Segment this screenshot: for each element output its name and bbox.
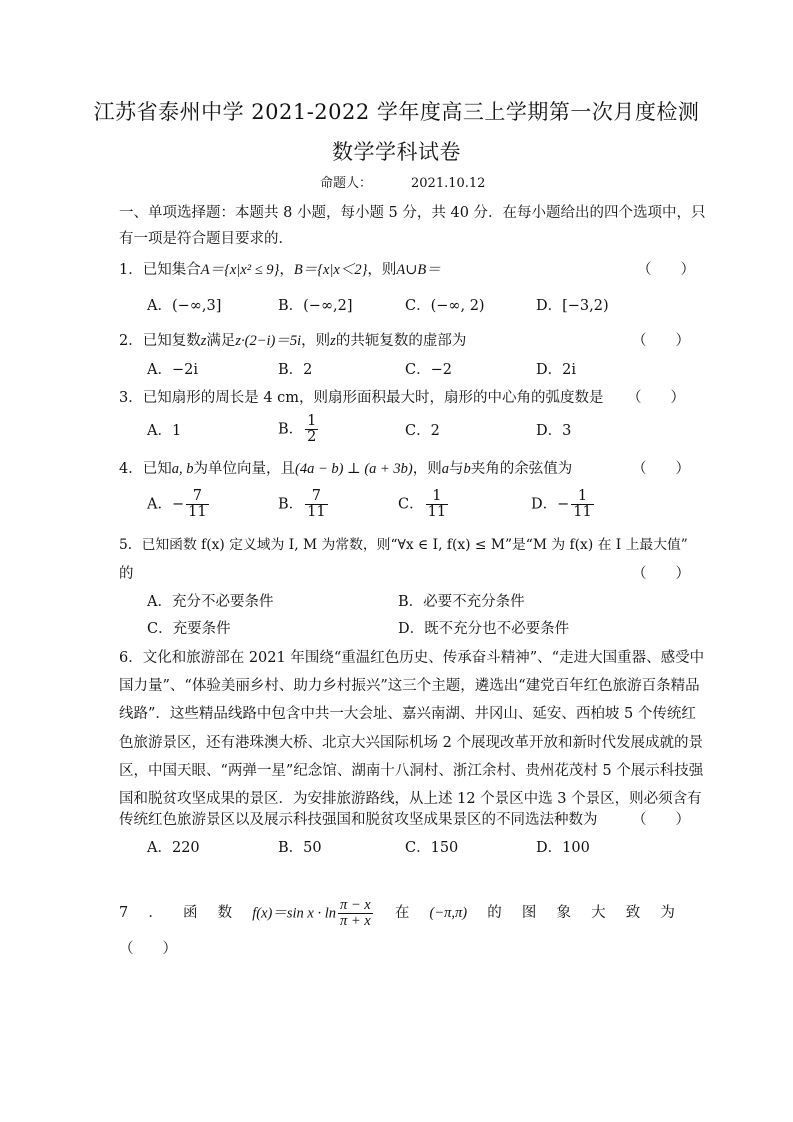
question-7 xyxy=(119,893,675,933)
q2-z2: z xyxy=(330,333,336,349)
q4-option-c xyxy=(398,489,450,520)
author-label: 命题人： xyxy=(320,176,373,191)
question-6-line-6: 国和脱贫攻坚成果的景区．为安排旅游路线，从上述 12 个景区中选 3 个景区，则必须含有 xyxy=(119,791,702,807)
q7-word-1: 函 xyxy=(182,905,198,921)
q7-word-2: 数 xyxy=(217,905,233,921)
q4-option-d-fraction xyxy=(571,489,593,520)
q6-answer-paren: （ ） xyxy=(632,812,690,828)
q1-option-c: C．(−∞, 2) xyxy=(405,298,485,314)
q4-option-a-sign: − xyxy=(171,496,185,513)
q4-option-d xyxy=(531,489,596,520)
q2-option-d: D．2i xyxy=(536,362,576,378)
q4-option-a-label: A． xyxy=(147,496,172,513)
q7-word-3: 在 xyxy=(394,905,410,921)
q4-option-c-num: 1 xyxy=(426,489,448,505)
q7-fraction xyxy=(338,898,373,929)
q4-option-a-fraction xyxy=(186,489,208,520)
q4-option-b-label: B． xyxy=(278,496,304,513)
q4-option-a xyxy=(147,489,211,520)
q1-prefix: 1．已知集合 xyxy=(119,262,201,278)
q4-option-b-den: 11 xyxy=(307,504,326,520)
q2-equation: z·(2−i)＝5i xyxy=(235,333,302,349)
q7-function xyxy=(252,898,375,929)
question-5-cont: 的 xyxy=(119,566,134,582)
q7-word-7: 大 xyxy=(591,905,606,921)
q1-union: A∪B＝ xyxy=(396,262,441,278)
q3-answer-paren: （ ） xyxy=(627,390,685,406)
q3-option-d: D．3 xyxy=(536,423,572,439)
q4-text-d: 与 xyxy=(449,461,464,477)
q7-word-8: 致 xyxy=(625,905,641,921)
q7-word-6: 象 xyxy=(556,905,571,921)
q3-frac-den: 2 xyxy=(307,429,317,445)
q4-option-d-label: D． xyxy=(531,496,558,513)
q4-vec-b: b xyxy=(463,461,471,477)
q6-option-b: B．50 xyxy=(278,840,322,856)
q3-frac-num: 1 xyxy=(307,413,317,429)
q5-option-c: C．充要条件 xyxy=(147,621,231,637)
q3-option-c: C．2 xyxy=(405,423,440,439)
q5-option-d: D．既不充分也不必要条件 xyxy=(398,621,570,637)
q4-option-a-den: 11 xyxy=(188,504,207,520)
q7-func: f(x)＝sin x · ln xyxy=(252,905,336,921)
q6-option-c: C．150 xyxy=(405,840,459,856)
q1-option-d: D．[−3,2) xyxy=(536,298,609,314)
exam-date: 2021.10.12 xyxy=(411,176,486,191)
question-6-line-1: 6．文化和旅游部在 2021 年围绕“重温红色历史、传承奋斗精神”、“走进大国重器、感受中 xyxy=(119,650,705,666)
q4-equation: (4a − b) ⊥ (a + 3b) xyxy=(294,461,413,477)
q3-fraction xyxy=(305,414,318,445)
q5-option-a: A．充分不必要条件 xyxy=(147,594,274,610)
q4-option-b-fraction xyxy=(305,489,327,520)
q4-text-c: ，则 xyxy=(412,461,442,477)
q6-option-d: D．100 xyxy=(536,840,590,856)
question-6-line-4: 色旅游景区，还有港珠澳大桥、北京大兴国际机场 2 个展现改革开放和新时代发展成就的景 xyxy=(119,735,703,751)
q5-answer-paren: （ ） xyxy=(632,566,690,582)
q7-dot: ． xyxy=(148,905,163,921)
q2-option-a: A．−2i xyxy=(147,362,198,378)
q4-option-b xyxy=(278,489,330,520)
q7-num: 7 xyxy=(119,905,129,921)
q4-option-d-num: 1 xyxy=(571,489,593,505)
question-6-line-2: 国力量”、“体验美丽乡村、助力乡村振兴”这三个主题，遴选出“建党百年红色旅游百条精品 xyxy=(119,678,700,694)
q4-option-a-num: 7 xyxy=(186,489,208,505)
q2-text-c: ，则 xyxy=(301,333,331,349)
q2-option-c: C．−2 xyxy=(405,362,452,378)
q4-option-c-den: 11 xyxy=(427,504,447,520)
q4-option-c-label: C． xyxy=(398,496,424,513)
section-heading: 一、单项选择题：本题共 8 小题，每小题 5 分，共 40 分．在每小题给出的四个选项中，只 xyxy=(119,205,706,221)
q7-word-4: 的 xyxy=(487,905,502,921)
q1-set-b: B＝{x|x＜2} xyxy=(293,262,368,278)
q3-option-b xyxy=(278,414,320,445)
section-heading-cont: 有一项是符合题目要求的． xyxy=(119,231,293,247)
q5-option-b: B．必要不充分条件 xyxy=(398,594,525,610)
q7-answer-paren: （ ） xyxy=(119,941,177,957)
q1-option-a: A．(−∞,3] xyxy=(147,298,222,314)
q2-z: z xyxy=(200,333,207,349)
q4-option-d-sign: − xyxy=(557,496,570,513)
q4-answer-paren: （ ） xyxy=(632,461,690,477)
q4-vectors: a, b xyxy=(171,461,194,477)
question-5: 5．已知函数 f(x) 定义域为 I, M 为常数，则“∀x ∈ I, f(x) ≤ M”是“M 为 f(x) 在 I 上最大值” xyxy=(119,537,688,553)
question-1 xyxy=(119,260,441,280)
q7-word-9: 为 xyxy=(660,905,675,921)
q1-tail: ，则 xyxy=(367,262,397,278)
q7-interval: (−π,π) xyxy=(429,905,468,921)
question-3: 3．已知扇形的周长是 4 cm，则扇形面积最大时，扇形的中心角的弧度数是 xyxy=(119,390,604,406)
q4-text-b: 为单位向量，且 xyxy=(193,461,295,477)
q1-set-a: A＝{x|x² ≤ 9} xyxy=(200,262,280,278)
page-title: 江苏省泰州中学 2021-2022 学年度高三上学期第一次月度检测 xyxy=(93,100,700,124)
q7-frac-den: π + x xyxy=(340,912,371,929)
q1-option-b: B．(−∞,2] xyxy=(278,298,353,314)
page-subtitle: 数学学科试卷 xyxy=(332,140,461,164)
q2-text-a: 2．已知复数 xyxy=(119,333,201,349)
question-6-line-5: 区，中国天眼、“两弹一星”纪念馆、湖南十八洞村、浙江余村、贵州花茂村 5 个展示科技强 xyxy=(119,763,704,779)
q1-answer-paren: （ ） xyxy=(637,262,695,278)
q4-option-c-fraction xyxy=(426,489,448,520)
q7-frac-num: π − x xyxy=(340,896,371,913)
q2-answer-paren: （ ） xyxy=(632,333,690,349)
question-6-line-3: 线路”．这些精品线路中包含中共一大会址、嘉兴南湖、井冈山、延安、西柏坡 5 个传统红 xyxy=(119,706,696,722)
question-2 xyxy=(119,331,466,351)
q3-option-a: A．1 xyxy=(147,423,182,439)
q2-text-b: 满足 xyxy=(206,333,236,349)
question-6-line-7: 传统红色旅游景区以及展示科技强国和脱贫攻坚成果景区的不同选法种数为 xyxy=(119,812,598,828)
q3-option-b-label: B． xyxy=(278,421,304,438)
q7-word-5: 图 xyxy=(521,905,537,921)
q4-text-e: 夹角的余弦值为 xyxy=(470,461,573,477)
q4-option-d-den: 11 xyxy=(573,504,592,520)
q4-vec-a: a xyxy=(441,461,450,477)
question-4 xyxy=(119,459,572,479)
q1-sep: ， xyxy=(279,262,294,278)
q7-number xyxy=(119,903,128,923)
q2-option-b: B．2 xyxy=(278,362,313,378)
q4-text-a: 4．已知 xyxy=(119,461,172,477)
q6-option-a: A．220 xyxy=(147,840,200,856)
q2-text-d: 的共轭复数的虚部为 xyxy=(335,333,467,349)
q4-option-b-num: 7 xyxy=(305,489,327,505)
